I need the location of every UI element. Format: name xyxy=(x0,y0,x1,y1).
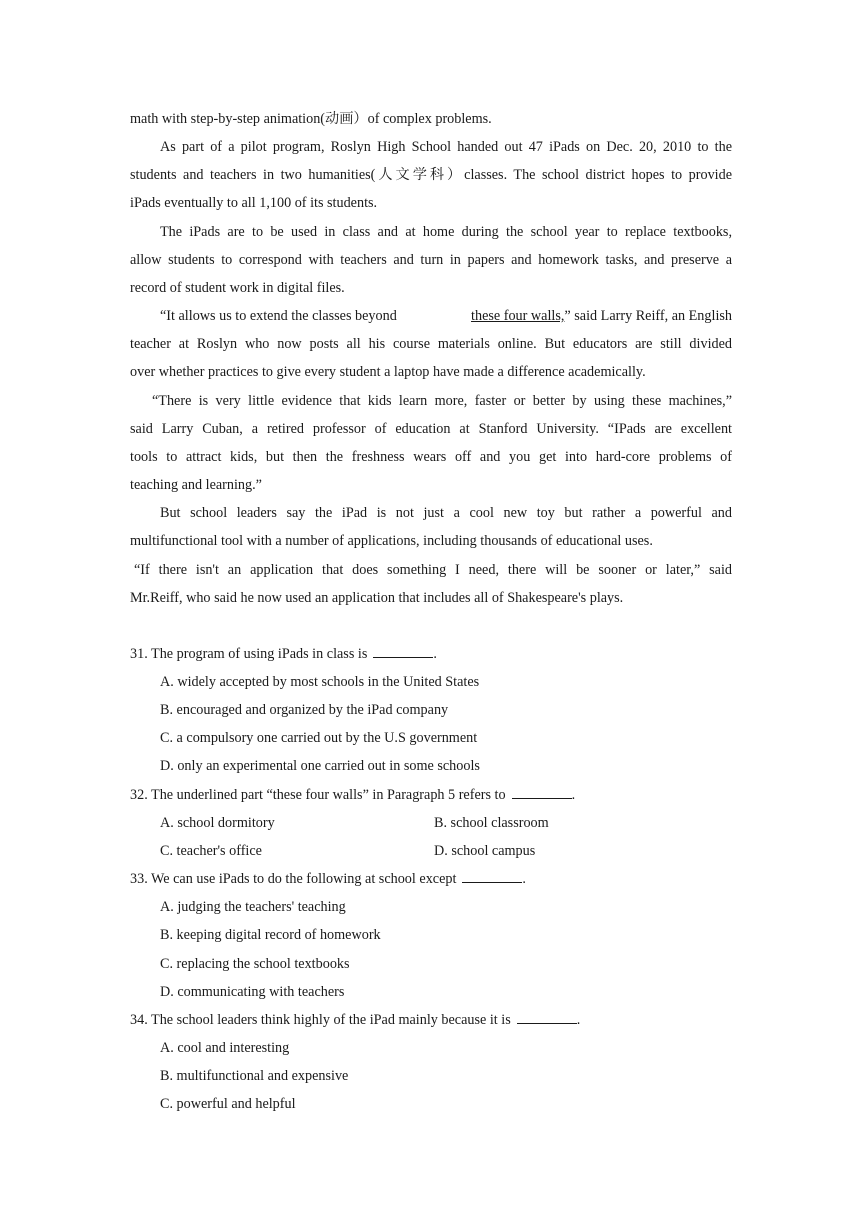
question-stem: 34. The school leaders think highly of the iPad mainly because it is . xyxy=(130,1012,581,1028)
passage-text: “It allows us to extend the classes beyond xyxy=(160,308,397,324)
passage-line: The iPads are to be used in class and at home during the school year to replace textbooks, xyxy=(160,224,732,240)
passage-line: Mr.Reiff, who said he now used an application that includes all of Shakespeare's plays. xyxy=(130,590,624,606)
passage-line: “If there isn't an application that does something I need, there will be sooner or later,” said xyxy=(134,562,732,578)
passage-line: “There is very little evidence that kids learn more, faster or better by using these machines,” xyxy=(152,393,732,409)
option-c: C. powerful and helpful xyxy=(160,1096,296,1112)
option-c: C. teacher's office xyxy=(160,843,262,859)
passage-line: But school leaders say the iPad is not just a cool new toy but rather a powerful and xyxy=(160,505,732,521)
option-c: C. replacing the school textbooks xyxy=(160,956,350,972)
option-b: B. multifunctional and expensive xyxy=(160,1068,349,1084)
passage-line: multifunctional tool with a number of applications, including thousands of educational uses. xyxy=(130,533,653,549)
option-b: B. encouraged and organized by the iPad company xyxy=(160,702,449,718)
option-a: A. school dormitory xyxy=(160,815,275,831)
passage-line: teacher at Roslyn who now posts all his course materials online. But educators are still divided xyxy=(130,336,732,352)
passage-line: iPads eventually to all 1,100 of its students. xyxy=(130,195,378,211)
option-a: A. judging the teachers' teaching xyxy=(160,899,346,915)
option-c: C. a compulsory one carried out by the U.S government xyxy=(160,730,478,746)
answer-blank[interactable] xyxy=(462,870,522,883)
option-a: A. widely accepted by most schools in the United States xyxy=(160,674,480,690)
question-stem: 31. The program of using iPads in class is . xyxy=(130,646,437,662)
answer-blank[interactable] xyxy=(512,786,572,799)
answer-blank[interactable] xyxy=(517,1011,577,1024)
passage-line: over whether practices to give every student a laptop have made a difference academically. xyxy=(130,364,646,380)
option-d: D. communicating with teachers xyxy=(160,984,345,1000)
passage-line: allow students to correspond with teachers and turn in papers and homework tasks, and preserve a xyxy=(130,252,732,268)
passage-line: record of student work in digital files. xyxy=(130,280,345,296)
passage-line xyxy=(160,306,732,326)
question-stem: 32. The underlined part “these four walls” in Paragraph 5 refers to . xyxy=(130,787,576,803)
option-d: D. only an experimental one carried out in some schools xyxy=(160,758,480,774)
passage-line: teaching and learning.” xyxy=(130,477,262,493)
passage-text: ” said Larry Reiff, an English xyxy=(564,308,732,324)
passage-line: math with step-by-step animation(动画）of complex problems. xyxy=(130,111,492,127)
answer-blank[interactable] xyxy=(373,645,433,658)
passage-line: said Larry Cuban, a retired professor of education at Stanford University. “IPads are excellent xyxy=(130,421,732,437)
option-b: B. keeping digital record of homework xyxy=(160,927,381,943)
option-b: B. school classroom xyxy=(434,815,549,831)
option-a: A. cool and interesting xyxy=(160,1040,290,1056)
underlined-phrase: these four walls, xyxy=(471,308,565,324)
passage-line: students and teachers in two humanities(人文学科）classes. The school district hopes to provide xyxy=(130,167,732,183)
passage-line: As part of a pilot program, Roslyn High School handed out 47 iPads on Dec. 20, 2010 to the xyxy=(160,139,732,155)
question-stem: 33. We can use iPads to do the following at school except . xyxy=(130,871,526,887)
option-d: D. school campus xyxy=(434,843,536,859)
passage-line: tools to attract kids, but then the freshness wears off and you get into hard-core problems of xyxy=(130,449,732,465)
